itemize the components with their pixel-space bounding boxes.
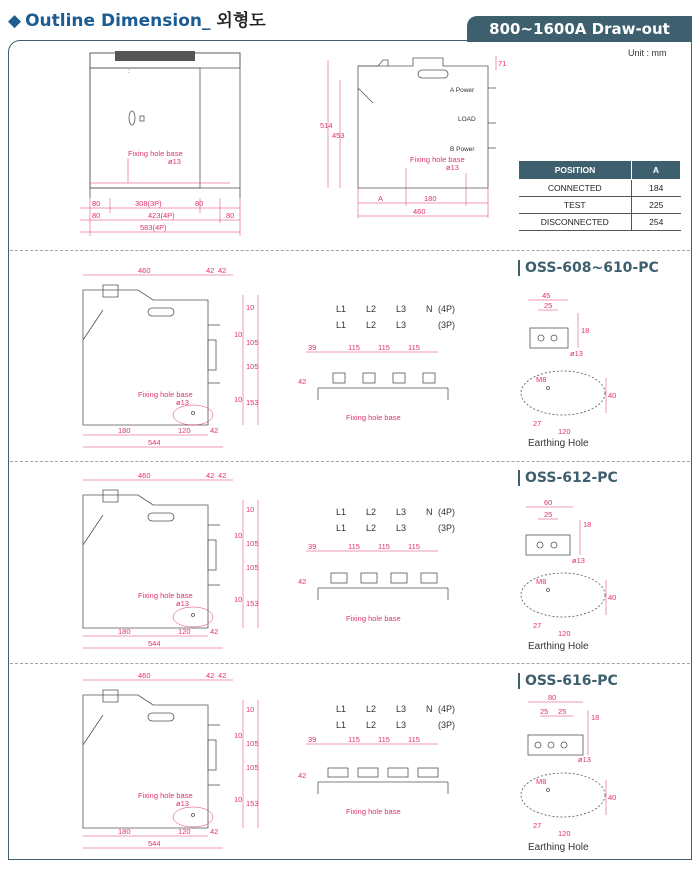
side-hole: ø13 [446, 163, 459, 172]
earth-40: 40 [608, 593, 617, 602]
sec3-busbar [298, 700, 458, 830]
dim-180: 180 [118, 426, 131, 435]
earth-m8: M8 [536, 777, 547, 786]
earth-hole: ø13 [570, 349, 583, 358]
dim-105b: 105 [246, 362, 259, 371]
sec2-side-view [78, 470, 268, 660]
fixing-label: Fixing hole base [138, 390, 193, 399]
dim-460: 460 [138, 266, 151, 275]
side-d453: 453 [332, 131, 345, 140]
side-view [318, 48, 508, 248]
table-header-a: A [632, 161, 681, 180]
dim-42a: 42 [206, 671, 215, 680]
phase-3p: (3P) [438, 720, 456, 730]
bus-115c: 115 [408, 343, 420, 352]
phase-l3: L3 [396, 320, 407, 330]
bus-42: 42 [298, 771, 307, 780]
phase-3p: (3P) [438, 523, 456, 533]
bus-115b: 115 [378, 735, 390, 744]
front-fixing-label: Fixing hole base [128, 149, 183, 158]
earth-hole: ø13 [572, 556, 585, 565]
phase-l3: L3 [396, 304, 407, 314]
side-d460: 460 [413, 207, 426, 216]
front-d80d: 80 [226, 211, 235, 220]
sec2-earth-terminal [518, 495, 598, 570]
earth-h: 18 [591, 713, 600, 722]
phase-l3: L3 [396, 507, 407, 517]
bus-fixing: Fixing hole base [346, 614, 401, 623]
table-cell: 254 [632, 214, 681, 231]
bus-115b: 115 [378, 542, 390, 551]
sec2-earth-hole [518, 570, 623, 640]
svg-text::: : [128, 68, 130, 75]
section-divider [10, 250, 690, 251]
dim-42c: 42 [210, 827, 219, 836]
sec2-busbar [298, 503, 458, 633]
dim-460: 460 [138, 671, 151, 680]
side-bpower: B Power [450, 146, 475, 153]
section-divider [10, 663, 690, 664]
front-d80a: 80 [92, 199, 101, 208]
bus-42: 42 [298, 377, 307, 386]
position-table [518, 160, 681, 231]
side-fixing: Fixing hole base [410, 155, 465, 164]
sec3-earth-hole [518, 770, 623, 840]
bus-115c: 115 [408, 735, 420, 744]
section-divider [10, 461, 690, 462]
earth-hole: ø13 [578, 755, 591, 764]
earth-120: 120 [558, 427, 571, 436]
dim-10b: 10 [234, 531, 243, 540]
model-title-608: OSS-608~610-PC [518, 260, 659, 276]
bus-115c: 115 [408, 542, 420, 551]
model-title-616: OSS-616-PC [518, 673, 618, 689]
dim-10c: 10 [234, 395, 243, 404]
dim-10a: 10 [246, 505, 255, 514]
side-apower: A Power [450, 87, 475, 94]
dim-460: 460 [138, 471, 151, 480]
phase-l1: L1 [336, 320, 347, 330]
earthing-label: Earthing Hole [528, 438, 589, 449]
phase-n: N [426, 304, 433, 314]
dim-42a: 42 [206, 471, 215, 480]
dim-42b: 42 [218, 671, 227, 680]
dim-105a: 105 [246, 338, 259, 347]
bus-39: 39 [308, 542, 317, 551]
dim-105a: 105 [246, 539, 259, 548]
dim-153: 153 [246, 799, 259, 808]
phase-l1: L1 [336, 720, 347, 730]
diamond-icon: ◆ [8, 11, 22, 31]
hole-label: ø13 [176, 799, 189, 808]
unit-label: Unit : mm [628, 48, 667, 58]
phase-4p: (4P) [438, 304, 456, 314]
phase-l1: L1 [336, 507, 347, 517]
table-row [519, 180, 681, 197]
table-cell: CONNECTED [519, 180, 632, 197]
table-header-position: POSITION [519, 161, 632, 180]
hole-label: ø13 [176, 599, 189, 608]
phase-l1: L1 [336, 523, 347, 533]
earth-m8: M8 [536, 375, 547, 384]
front-d583: 583(4P) [140, 223, 167, 232]
bus-115a: 115 [348, 735, 360, 744]
dim-105a: 105 [246, 739, 259, 748]
front-hole-label: ø13 [168, 157, 181, 166]
bus-42: 42 [298, 577, 307, 586]
earth-h: 18 [583, 520, 592, 529]
side-d71: 71 [498, 59, 507, 68]
dim-120: 120 [178, 827, 191, 836]
earth-s2: 25 [558, 707, 567, 716]
dim-10b: 10 [234, 731, 243, 740]
earthing-label: Earthing Hole [528, 842, 589, 853]
dim-544: 544 [148, 438, 161, 447]
phase-l2: L2 [366, 720, 377, 730]
phase-l1: L1 [336, 704, 347, 714]
dim-180: 180 [118, 627, 131, 636]
phase-l2: L2 [366, 304, 377, 314]
earth-120: 120 [558, 629, 571, 638]
bus-115a: 115 [348, 542, 360, 551]
dim-42b: 42 [218, 471, 227, 480]
model-title-612: OSS-612-PC [518, 470, 618, 486]
earth-s1: 25 [540, 707, 549, 716]
table-cell: TEST [519, 197, 632, 214]
earth-40: 40 [608, 793, 617, 802]
phase-4p: (4P) [438, 704, 456, 714]
earth-w: 60 [544, 498, 553, 507]
side-load: LOAD [458, 116, 476, 123]
phase-n: N [426, 507, 433, 517]
earth-s1: 25 [544, 510, 553, 519]
bus-39: 39 [308, 343, 317, 352]
dim-10c: 10 [234, 795, 243, 804]
table-cell: 225 [632, 197, 681, 214]
bus-fixing: Fixing hole base [346, 807, 401, 816]
dim-153: 153 [246, 599, 259, 608]
dim-544: 544 [148, 639, 161, 648]
earth-s1: 25 [544, 301, 553, 310]
dim-105b: 105 [246, 763, 259, 772]
dim-10a: 10 [246, 705, 255, 714]
dim-42c: 42 [210, 627, 219, 636]
sec1-side-view [78, 265, 268, 460]
bus-fixing: Fixing hole base [346, 413, 401, 422]
dim-180: 180 [118, 827, 131, 836]
dim-42c: 42 [210, 426, 219, 435]
front-view [80, 48, 250, 248]
sec3-side-view [78, 670, 268, 860]
dim-120: 120 [178, 627, 191, 636]
title-en: Outline Dimension [25, 11, 202, 31]
dim-42a: 42 [206, 266, 215, 275]
sec1-earth-terminal [518, 288, 598, 363]
phase-l3: L3 [396, 704, 407, 714]
earth-h: 18 [581, 326, 590, 335]
page-title: ◆ Outline Dimension_ 외형도 [8, 11, 266, 31]
dim-120: 120 [178, 426, 191, 435]
phase-l2: L2 [366, 704, 377, 714]
fixing-label: Fixing hole base [138, 791, 193, 800]
phase-l3: L3 [396, 523, 407, 533]
earth-27: 27 [533, 621, 542, 630]
front-d308: 308(3P) [135, 199, 162, 208]
earth-40: 40 [608, 391, 617, 400]
earthing-label: Earthing Hole [528, 641, 589, 652]
dim-42b: 42 [218, 266, 227, 275]
bus-39: 39 [308, 735, 317, 744]
dim-10c: 10 [234, 595, 243, 604]
dim-153: 153 [246, 398, 259, 407]
side-d514: 514 [320, 121, 333, 130]
table-cell: DISCONNECTED [519, 214, 632, 231]
earth-w: 80 [548, 693, 557, 702]
phase-l3: L3 [396, 720, 407, 730]
phase-n: N [426, 704, 433, 714]
earth-120: 120 [558, 829, 571, 838]
dim-10b: 10 [234, 330, 243, 339]
phase-l2: L2 [366, 507, 377, 517]
hole-label: ø13 [176, 398, 189, 407]
dim-105b: 105 [246, 563, 259, 572]
phase-l2: L2 [366, 320, 377, 330]
earth-w: 45 [542, 291, 551, 300]
front-d80b: 80 [195, 199, 204, 208]
phase-4p: (4P) [438, 507, 456, 517]
dim-10a: 10 [246, 303, 255, 312]
table-row [519, 197, 681, 214]
bus-115a: 115 [348, 343, 360, 352]
side-d180: 180 [424, 194, 437, 203]
table-header-row [519, 161, 681, 180]
phase-l1: L1 [336, 304, 347, 314]
sec1-busbar [298, 300, 458, 430]
section-tab: 800~1600A Draw-out [467, 16, 692, 42]
sec3-earth-terminal [518, 690, 603, 765]
table-row [519, 214, 681, 231]
fixing-label: Fixing hole base [138, 591, 193, 600]
bus-115b: 115 [378, 343, 390, 352]
phase-l2: L2 [366, 523, 377, 533]
front-d423: 423(4P) [148, 211, 175, 220]
earth-m8: M8 [536, 577, 547, 586]
phase-3p: (3P) [438, 320, 456, 330]
earth-27: 27 [533, 419, 542, 428]
sec1-earth-hole [518, 368, 623, 438]
side-dA: A [378, 194, 384, 203]
front-d80c: 80 [92, 211, 101, 220]
dim-544: 544 [148, 839, 161, 848]
table-cell: 184 [632, 180, 681, 197]
title-kr: 외형도 [216, 11, 266, 31]
earth-27: 27 [533, 821, 542, 830]
